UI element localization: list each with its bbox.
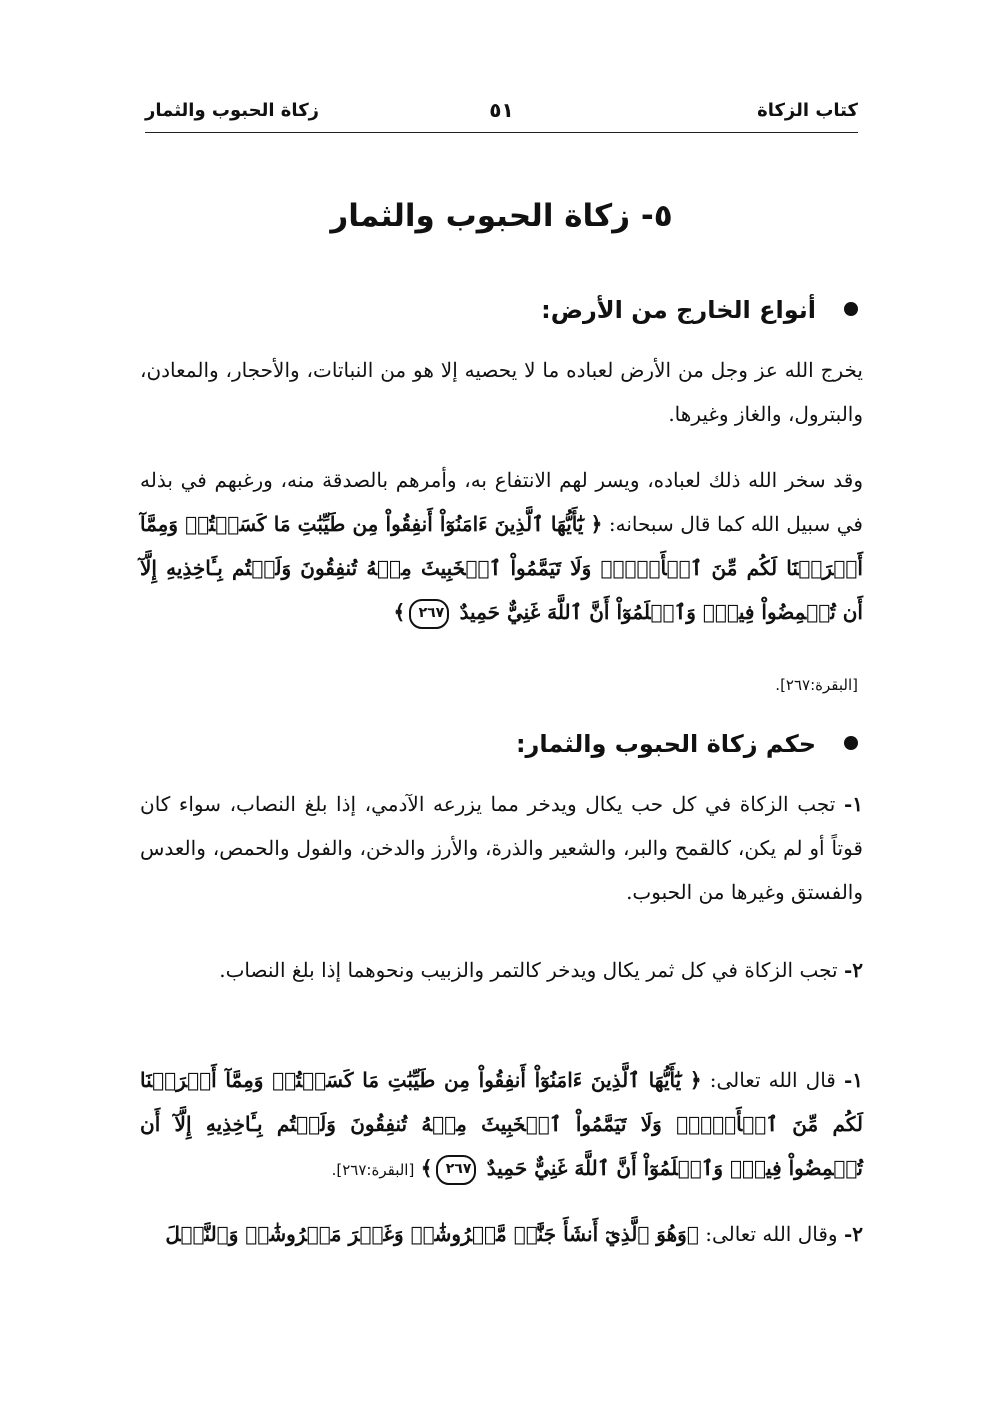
section-heading-ruling — [516, 730, 858, 758]
verse-reference: [البقرة:٢٦٧]. — [331, 1161, 415, 1179]
bullet-icon — [844, 736, 858, 750]
header-book-title: كتاب الزكاة — [757, 100, 858, 121]
item-text: تجب الزكاة في كل ثمر يكال ويدخر كالتمر والزبيب ونحوهما إذا بلغ النصاب. — [219, 958, 838, 982]
section-heading-text: أنواع الخارج من الأرض: — [541, 296, 816, 324]
ayah-number-marker: ٢٦٧ — [409, 599, 449, 629]
ruling-item-grains — [140, 782, 863, 914]
item-text: تجب الزكاة في كل حب يكال ويدخر مما يزرعه الآدمي، إذا بلغ النصاب، سواء كان قوتاً أو لم يكن، كالقمح والبر، والشعير والذرة، والأرز والدخن، والفول والحمص، والعدس والفستق وغيرها من الحبوب. — [140, 792, 863, 904]
evidence-item-1 — [140, 1058, 863, 1192]
header-page-number: ٥١ — [489, 98, 514, 122]
chapter-title: ٥- زكاة الحبوب والثمار — [330, 198, 673, 234]
running-header — [145, 96, 858, 133]
item-number: ٢- — [843, 958, 863, 982]
quran-close-bracket: ﴾ — [420, 1156, 433, 1180]
quran-verse: ﴿ يَٰٓأَيُّهَا ٱلَّذِينَ ءَامَنُوٓاْ أَنفِقُواْ مِن طَيِّبَٰتِ مَا كَسَبۡتُمۡ وَمِمَّآ أَخۡرَجۡنَا لَكُم مِّنَ ٱلۡأَرۡضِۖ وَلَا تَيَمَّمُواْ ٱلۡخَبِيثَ مِنۡهُ تُنفِقُونَ وَلَسۡتُم بِـَٔاخِذِيهِ إِلَّآ أَن تُغۡمِضُواْ فِيهِۚ وَٱعۡلَمُوٓاْ أَنَّ ٱللَّهَ غَنِيٌّ حَمِيدٌ — [140, 512, 863, 624]
evidence-item-2 — [140, 1212, 863, 1256]
ruling-item-fruits — [140, 948, 863, 992]
quran-verse: ﴿وَهُوَ ٱلَّذِيٓ أَنشَأَ جَنَّٰتٖ مَّعۡرُوشَٰتٖ وَغَيۡرَ مَعۡرُوشَٰتٖ وَٱلنَّخۡلَ — [165, 1222, 699, 1246]
evidence-intro: قال الله تعالى: — [709, 1068, 836, 1092]
section-heading-text: حكم زكاة الحبوب والثمار: — [515, 730, 816, 758]
verse-reference: [البقرة:٢٦٧]. — [775, 676, 858, 694]
quran-verse: ﴿ يَٰٓأَيُّهَا ٱلَّذِينَ ءَامَنُوٓاْ أَنفِقُواْ مِن طَيِّبَٰتِ مَا كَسَبۡتُمۡ وَمِمَّآ أَخۡرَجۡنَا لَكُم مِّنَ ٱلۡأَرۡضِۖ وَلَا تَيَمَّمُواْ ٱلۡخَبِيثَ مِنۡهُ تُنفِقُونَ وَلَسۡتُم بِـَٔاخِذِيهِ إِلَّآ أَن تُغۡمِضُواْ فِيهِۚ وَٱعۡلَمُوٓاْ أَنَّ ٱللَّهَ غَنِيٌّ حَمِيدٌ — [140, 1068, 863, 1180]
paragraph-types-of-produce: يخرج الله عز وجل من الأرض لعباده ما لا يحصيه إلا هو من النباتات، والأحجار، والمعادن، والبترول، والغاز وغيرها. — [140, 358, 863, 426]
paragraph-quran-spending — [140, 458, 863, 634]
evidence-intro: وقال الله تعالى: — [705, 1222, 838, 1246]
header-section-title: زكاة الحبوب والثمار — [145, 100, 320, 121]
quran-close-bracket: ﴾ — [393, 600, 406, 624]
ayah-number-marker: ٢٦٧ — [436, 1155, 476, 1185]
item-number: ٢- — [843, 1222, 863, 1246]
item-number: ١- — [843, 792, 864, 816]
bullet-icon — [844, 302, 858, 316]
paragraph-text: وقد سخر الله ذلك لعباده، ويسر لهم الانتفاع به، وأمرهم بالصدقة منه، ورغبهم في بذله في سبيل الله كما قال سبحانه: — [140, 468, 863, 536]
item-number: ١- — [843, 1068, 864, 1092]
section-heading-types — [541, 296, 858, 324]
